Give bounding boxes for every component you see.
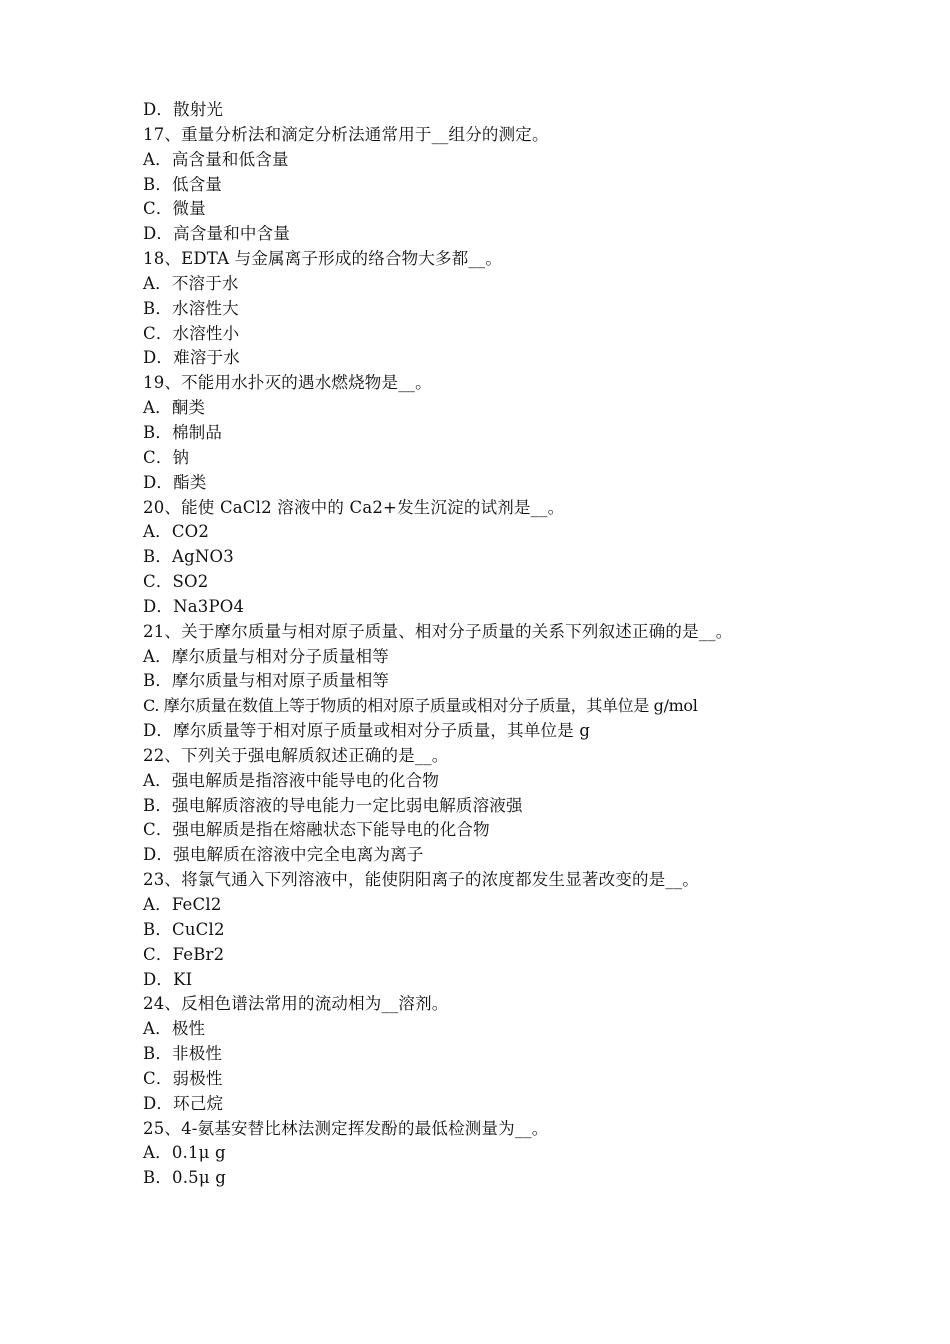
option-line: A．CO2 bbox=[143, 522, 210, 542]
option-line: C．SO2 bbox=[143, 572, 209, 592]
option-line: A．不溶于水 bbox=[143, 273, 239, 293]
option-line: D．难溶于水 bbox=[143, 348, 240, 368]
option-line: C．钠 bbox=[143, 447, 190, 467]
option-line: B．低含量 bbox=[143, 174, 223, 194]
option-line: A．0.1μ g bbox=[143, 1143, 226, 1163]
option-line: B．非极性 bbox=[143, 1044, 223, 1064]
question-line: 22、下列关于强电解质叙述正确的是__。 bbox=[143, 745, 449, 765]
option-line: A．强电解质是指溶液中能导电的化合物 bbox=[143, 770, 440, 790]
option-line: B．CuCl2 bbox=[143, 919, 225, 939]
option-line: C．水溶性小 bbox=[143, 323, 240, 343]
question-line: 21、关于摩尔质量与相对原子质量、相对分子质量的关系下列叙述正确的是__。 bbox=[143, 621, 733, 641]
option-line: B．强电解质溶液的导电能力一定比弱电解质溶液强 bbox=[143, 795, 523, 815]
option-line: A．高含量和低含量 bbox=[143, 149, 289, 169]
option-line: A．摩尔质量与相对分子质量相等 bbox=[143, 646, 389, 666]
document-body bbox=[143, 98, 833, 1191]
question-line: 17、重量分析法和滴定分析法通常用于__组分的测定。 bbox=[143, 124, 549, 144]
question-line: 18、EDTA 与金属离子形成的络合物大多都__。 bbox=[143, 249, 503, 269]
option-line: D．摩尔质量等于相对原子质量或相对分子质量，其单位是 g bbox=[143, 721, 591, 741]
question-line: 25、4-氨基安替比林法测定挥发酚的最低检测量为__。 bbox=[143, 1118, 549, 1138]
option-line: A．极性 bbox=[143, 1019, 206, 1039]
question-line: 20、能使 CaCl2 溶液中的 Ca2+发生沉淀的试剂是__。 bbox=[143, 497, 565, 517]
option-line: B．水溶性大 bbox=[143, 298, 239, 318]
question-line: 19、不能用水扑灭的遇水燃烧物是__。 bbox=[143, 373, 432, 393]
option-line: A．酮类 bbox=[143, 398, 206, 418]
question-line: 23、将氯气通入下列溶液中，能使阴阳离子的浓度都发生显著改变的是__。 bbox=[143, 870, 699, 890]
option-line: D．Na3PO4 bbox=[143, 596, 245, 616]
option-line: B．AgNO3 bbox=[143, 547, 234, 567]
option-line: B．0.5μ g bbox=[143, 1168, 226, 1188]
option-line: C．强电解质是指在熔融状态下能导电的化合物 bbox=[143, 820, 490, 840]
option-line: C. 摩尔质量在数值上等于物质的相对原子质量或相对分子质量，其单位是 g/mol bbox=[143, 696, 698, 716]
option-line: D．环己烷 bbox=[143, 1093, 224, 1113]
option-line: D．强电解质在溶液中完全电离为离子 bbox=[143, 845, 424, 865]
option-line: C．FeBr2 bbox=[143, 944, 225, 964]
option-line: B．棉制品 bbox=[143, 422, 223, 442]
option-line: C．微量 bbox=[143, 199, 206, 219]
option-line: D．散射光 bbox=[143, 100, 224, 119]
option-line: B．摩尔质量与相对原子质量相等 bbox=[143, 671, 390, 691]
question-line: 24、反相色谱法常用的流动相为__溶剂。 bbox=[143, 994, 449, 1014]
option-line: A．FeCl2 bbox=[143, 895, 222, 914]
option-line: D．KI bbox=[143, 969, 193, 989]
option-line: D．酯类 bbox=[143, 472, 207, 492]
option-line: C．弱极性 bbox=[143, 1068, 223, 1088]
option-line: D．高含量和中含量 bbox=[143, 224, 291, 244]
